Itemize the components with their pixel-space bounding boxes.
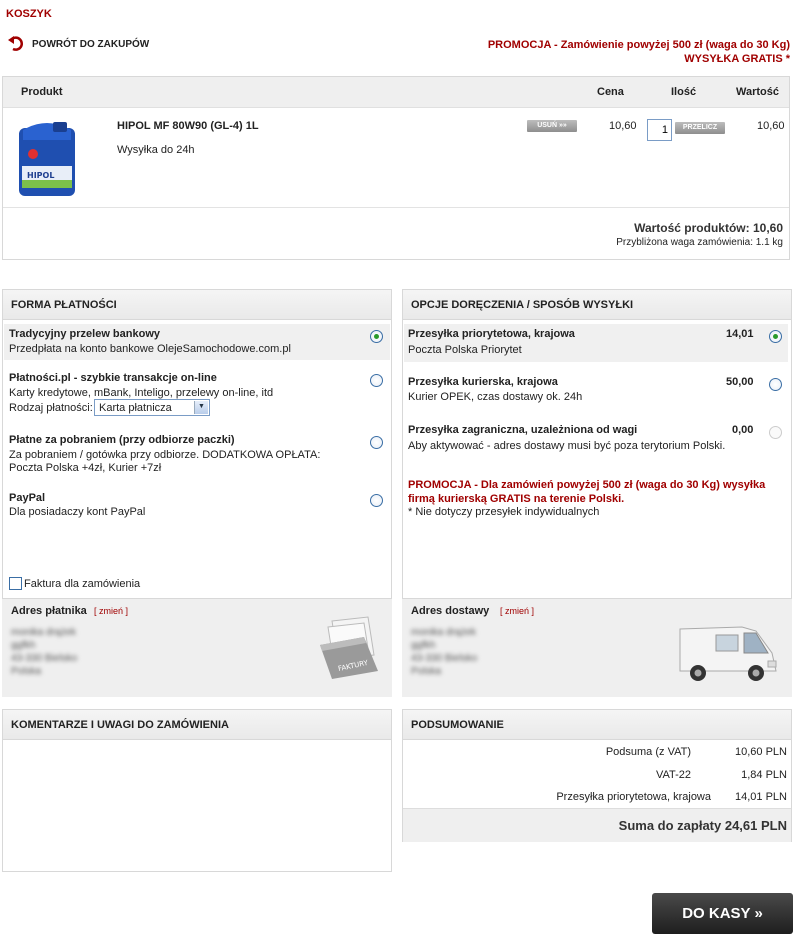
payment-type-value: Karta płatnicza bbox=[99, 402, 172, 414]
comments-panel bbox=[2, 709, 392, 872]
promo-header-line2: WYSYŁKA GRATIS * bbox=[684, 53, 790, 65]
delivery-option-priority[interactable]: Przesyłka priorytetowa, krajowa bbox=[408, 328, 575, 340]
product-image[interactable] bbox=[13, 120, 81, 198]
payer-address-panel bbox=[2, 599, 392, 697]
delivery-note: * Nie dotyczy przesyłek indywidualnych bbox=[408, 506, 600, 518]
comments-textarea[interactable] bbox=[3, 741, 391, 871]
radio-delivery-courier[interactable] bbox=[769, 378, 782, 391]
payment-title: FORMA PŁATNOŚCI bbox=[3, 290, 391, 320]
summary-total: Suma do zapłaty 24,61 PLN bbox=[618, 818, 787, 833]
delivery-address-panel bbox=[402, 599, 792, 697]
product-value: 10,60 bbox=[757, 120, 785, 132]
checkout-button[interactable]: DO KASY » bbox=[652, 893, 793, 934]
payer-address-change-link[interactable]: [ zmień ] bbox=[94, 606, 129, 616]
payment-option-bank-transfer-desc: Przedpłata na konto bankowe OlejeSamochodowe.com.pl bbox=[9, 343, 291, 355]
summary-vat-label: VAT-22 bbox=[655, 769, 691, 781]
promo-header-line1: PROMOCJA - Zamówienie powyżej 500 zł (waga do 30 Kg) bbox=[487, 39, 790, 51]
summary-shipping-value: 14,01 PLN bbox=[735, 791, 787, 803]
delivery-van-icon bbox=[676, 621, 780, 685]
invoice-label: Faktura dla zamówienia bbox=[24, 577, 141, 590]
summary-subtotal-label: Podsuma (z VAT) bbox=[605, 746, 691, 758]
delivery-option-courier-price: 50,00 bbox=[726, 376, 754, 388]
comments-title: KOMENTARZE I UWAGI DO ZAMÓWIENIA bbox=[3, 710, 391, 740]
summary-title: PODSUMOWANIE bbox=[403, 710, 791, 740]
delivery-option-priority-desc: Poczta Polska Priorytet bbox=[408, 344, 522, 356]
product-price: 10,60 bbox=[609, 120, 637, 132]
delivery-address-lines bbox=[411, 626, 477, 678]
payment-option-paypal-desc: Dla posiadaczy kont PayPal bbox=[9, 506, 146, 518]
radio-paypal[interactable] bbox=[370, 494, 383, 507]
chevron-down-icon: ▼ bbox=[194, 401, 208, 414]
radio-platnosci[interactable] bbox=[370, 374, 383, 387]
delivery-title: OPCJE DORĘCZENIA / SPOSÓB WYSYŁKI bbox=[403, 290, 791, 320]
delivery-address-line: ggfkh bbox=[411, 640, 436, 651]
promo-header bbox=[488, 38, 790, 66]
payment-option-cod-desc: Za pobraniem / gotówka przy odbiorze. DODATKOWA OPŁATA: bbox=[9, 449, 321, 461]
delivery-promo bbox=[408, 478, 765, 506]
product-shipping: Wysyłka do 24h bbox=[117, 144, 195, 156]
payment-option-platnosci[interactable]: Płatności.pl - szybkie transakcje on-line bbox=[9, 372, 217, 384]
recalculate-button[interactable]: PRZELICZ bbox=[675, 122, 725, 134]
payment-option-paypal[interactable]: PayPal bbox=[9, 492, 46, 504]
delivery-address-title: Adres dostawy bbox=[411, 605, 490, 617]
delivery-option-international-price: 0,00 bbox=[732, 424, 754, 436]
col-value: Wartość bbox=[736, 86, 779, 98]
quantity-input[interactable] bbox=[647, 119, 672, 141]
summary-vat-value: 1,84 PLN bbox=[741, 769, 787, 781]
col-price: Cena bbox=[597, 86, 624, 98]
invoice-checkbox-row[interactable] bbox=[9, 577, 140, 590]
delivery-option-international[interactable]: Przesyłka zagraniczna, uzależniona od wagi bbox=[408, 424, 638, 436]
col-qty: Ilość bbox=[671, 86, 697, 98]
payment-option-cod-desc2: Poczta Polska +4zł, Kurier +7zł bbox=[9, 462, 162, 474]
cart-panel bbox=[2, 76, 790, 260]
payer-address-line: ggfkh bbox=[11, 640, 36, 651]
payer-address-title: Adres płatnika bbox=[11, 605, 87, 617]
product-name[interactable]: HIPOL MF 80W90 (GL-4) 1L bbox=[117, 120, 259, 132]
summary-shipping-label: Przesyłka priorytetowa, krajowa bbox=[556, 791, 711, 803]
delivery-promo-line2: firmą kurierską GRATIS na terenie Polski. bbox=[408, 493, 625, 505]
delivery-promo-line1: PROMOCJA - Dla zamówień powyżej 500 zł (waga do 30 Kg) wysyłka bbox=[408, 479, 766, 491]
products-total: Wartość produktów: 10,60 bbox=[634, 221, 783, 235]
back-link-label: POWRÓT DO ZAKUPÓW bbox=[32, 38, 150, 50]
cart-row bbox=[3, 108, 789, 208]
payer-address-lines bbox=[11, 626, 77, 678]
payer-address-line: 43-330 Bielsko bbox=[11, 653, 78, 664]
cart-header-row bbox=[3, 77, 789, 108]
delivery-option-courier[interactable]: Przesyłka kurierska, krajowa bbox=[408, 376, 558, 388]
delivery-option-international-desc: Aby aktywować - adres dostawy musi być poza terytorium Polski. bbox=[408, 440, 726, 452]
back-to-shopping-link[interactable] bbox=[8, 36, 149, 52]
payment-type-select[interactable] bbox=[94, 399, 210, 416]
summary-subtotal-value: 10,60 PLN bbox=[735, 746, 787, 758]
invoice-folder-icon bbox=[318, 615, 380, 681]
product-image-label: HIPOL bbox=[27, 171, 55, 180]
delivery-option-courier-desc: Kurier OPEK, czas dostawy ok. 24h bbox=[408, 391, 583, 403]
delivery-option-priority-price: 14,01 bbox=[726, 328, 754, 340]
radio-delivery-international[interactable] bbox=[769, 426, 782, 439]
delivery-address-change-link[interactable]: [ zmień ] bbox=[500, 606, 535, 616]
delivery-address-line: monika drążek bbox=[411, 627, 477, 638]
payment-panel bbox=[2, 289, 392, 599]
page-title: KOSZYK bbox=[6, 8, 52, 20]
invoice-folder-label: FAKTURY bbox=[337, 658, 369, 673]
payment-type-label: Rodzaj płatności: bbox=[9, 402, 93, 414]
summary-panel bbox=[402, 709, 792, 842]
delivery-address-line: 43-330 Bielsko bbox=[411, 653, 478, 664]
payment-option-bank-transfer[interactable]: Tradycyjny przelew bankowy bbox=[9, 328, 161, 340]
remove-button[interactable]: USUŃ »» bbox=[527, 120, 577, 132]
radio-delivery-priority[interactable] bbox=[769, 330, 782, 343]
back-arrow-icon bbox=[8, 36, 26, 52]
delivery-panel bbox=[402, 289, 792, 599]
summary-total-row bbox=[403, 808, 791, 842]
delivery-address-line: Polska bbox=[411, 666, 442, 677]
payment-option-platnosci-desc: Karty kredytowe, mBank, Inteligo, przelewy on-line, itd bbox=[9, 387, 274, 399]
order-weight: Przybliżona waga zamówienia: 1.1 kg bbox=[616, 237, 783, 248]
col-product: Produkt bbox=[21, 86, 63, 98]
radio-bank-transfer[interactable] bbox=[370, 330, 383, 343]
payment-option-cod[interactable]: Płatne za pobraniem (przy odbiorze paczki) bbox=[9, 434, 235, 446]
payer-address-line: monika drążek bbox=[11, 627, 77, 638]
payer-address-line: Polska bbox=[11, 666, 42, 677]
invoice-checkbox[interactable] bbox=[9, 577, 22, 590]
radio-cod[interactable] bbox=[370, 436, 383, 449]
